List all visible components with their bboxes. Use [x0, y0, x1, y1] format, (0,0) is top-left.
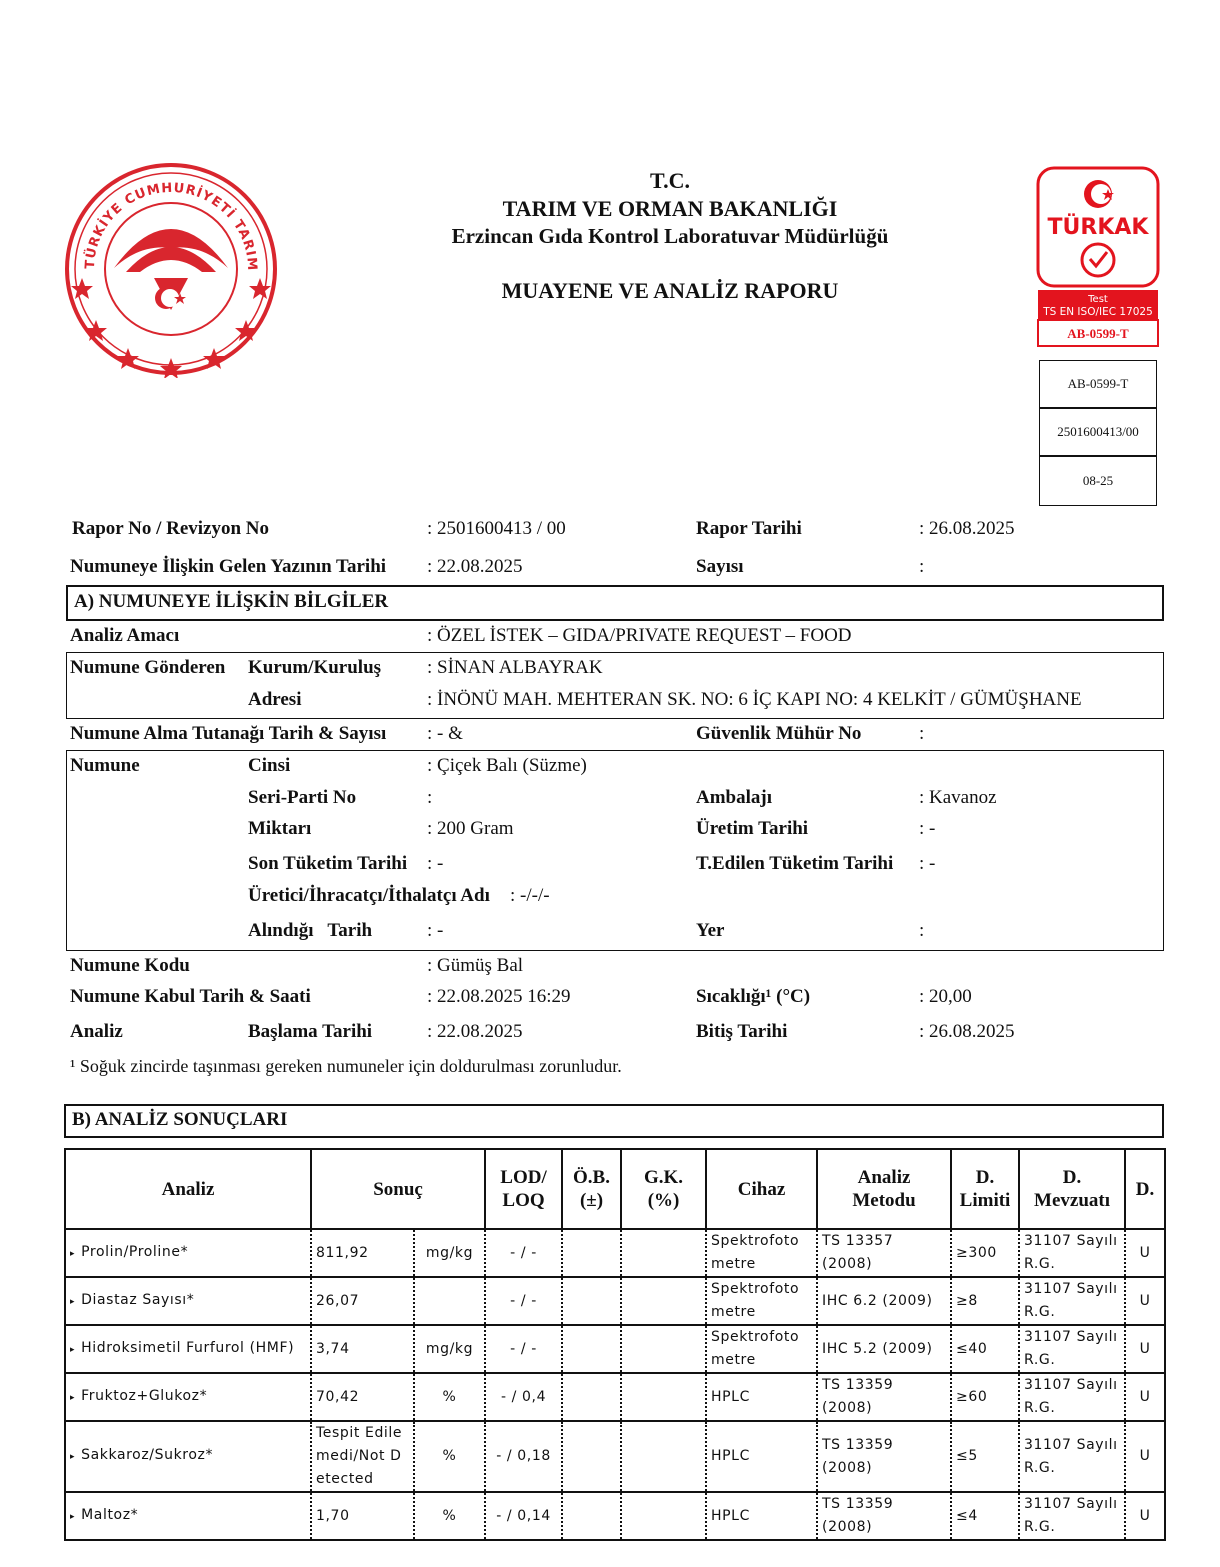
- cell-lod: [485, 1421, 562, 1492]
- col-gk: G.K. (%): [621, 1149, 706, 1229]
- cell-analiz-text: Prolin/Proline*: [81, 1243, 189, 1260]
- cell-mevzuat: [1019, 1325, 1125, 1373]
- cell-cihaz-text: HPLC: [711, 1507, 750, 1524]
- cell-d-text: U: [1139, 1448, 1151, 1464]
- ministry-seal-logo: [62, 160, 280, 378]
- cell-mevzuat: [1019, 1421, 1125, 1492]
- turkak-accreditation-logo: [1036, 166, 1160, 348]
- cell-gk: [621, 1277, 706, 1325]
- bullet-icon: ▸: [70, 1344, 76, 1355]
- cell-limit: [951, 1421, 1019, 1492]
- result-row: [65, 1325, 1165, 1373]
- svg-text:TÜRKİYE CUMHURİYETİ TARIM VE O: TÜRKİYE CUMHURİYETİ TARIM: [82, 180, 260, 272]
- analiz-amaci-value: : ÖZEL İSTEK – GIDA/PRIVATE REQUEST – FOOD: [427, 625, 852, 646]
- cell-cihaz: [706, 1325, 817, 1373]
- kurum-value: : SİNAN ALBAYRAK: [427, 657, 603, 678]
- cell-cihaz: [706, 1492, 817, 1540]
- cell-ob: [562, 1229, 621, 1277]
- cell-d: [1125, 1325, 1165, 1373]
- bullet-icon: ▸: [70, 1296, 76, 1307]
- cell-gk: [621, 1229, 706, 1277]
- bullet-icon: ▸: [70, 1392, 76, 1403]
- cell-ob: [562, 1492, 621, 1540]
- rapor-no-label: Rapor No / Revizyon No: [72, 518, 270, 539]
- cell-d: [1125, 1492, 1165, 1540]
- cell-lod-text: - / -: [510, 1292, 537, 1309]
- cell-sonuc-text: 811,92: [316, 1244, 369, 1261]
- cell-lod-text: - / -: [510, 1340, 537, 1357]
- cell-cihaz-text: Spektrofoto metre: [711, 1329, 800, 1368]
- cell-metod: [817, 1373, 951, 1421]
- cell-metod-text: IHC 5.2 (2009): [822, 1340, 933, 1357]
- cell-analiz: [65, 1492, 311, 1540]
- cell-birim-text: mg/kg: [425, 1244, 474, 1261]
- numune-label: Numune: [70, 755, 140, 776]
- cell-limit: [951, 1325, 1019, 1373]
- cell-mevzuat-text: 31107 Sayılı R.G.: [1024, 1377, 1118, 1416]
- sicaklik-label: Sıcaklığı¹ (°C): [696, 986, 811, 1007]
- cell-cihaz-text: HPLC: [711, 1448, 750, 1464]
- cell-sonuc: [311, 1421, 414, 1492]
- result-row: [65, 1421, 1165, 1492]
- cell-d-text: U: [1139, 1292, 1151, 1309]
- cell-metod-text: IHC 6.2 (2009): [822, 1292, 933, 1309]
- skt-label: Son Tüketim Tarihi: [248, 853, 408, 874]
- rapor-tarihi-value: : 26.08.2025: [919, 518, 1015, 539]
- cell-mevzuat: [1019, 1277, 1125, 1325]
- col-sonuc: Sonuç: [311, 1149, 485, 1229]
- cell-sonuc: [311, 1277, 414, 1325]
- header-tc: T.C.: [650, 168, 690, 193]
- cell-birim: [414, 1277, 485, 1325]
- cell-sonuc: [311, 1373, 414, 1421]
- cell-metod-text: TS 13359 (2008): [822, 1377, 894, 1416]
- sayisi-value: :: [919, 556, 925, 577]
- col-cihaz: Cihaz: [706, 1149, 817, 1229]
- cell-analiz-text: Maltoz*: [81, 1506, 139, 1523]
- yer-value: :: [919, 920, 925, 941]
- cell-gk: [621, 1421, 706, 1492]
- rapor-no-value: : 2501600413 / 00: [427, 518, 566, 539]
- cell-metod-text: TS 13359 (2008): [822, 1496, 894, 1535]
- cell-analiz-text: Sakkaroz/Sukroz*: [81, 1447, 214, 1463]
- cell-lod-text: - / -: [510, 1244, 537, 1261]
- cell-d: [1125, 1421, 1165, 1492]
- cell-lod-text: - / 0,18: [496, 1448, 551, 1464]
- cell-metod: [817, 1492, 951, 1540]
- cell-limit-text: ≥8: [956, 1292, 978, 1309]
- tett-value: : -: [919, 853, 936, 874]
- analiz-label: Analiz: [70, 1021, 123, 1042]
- ambalaj-label: Ambalajı: [696, 787, 772, 808]
- miktar-label: Miktarı: [248, 818, 312, 839]
- result-row: [65, 1373, 1165, 1421]
- cell-sonuc-text: 1,70: [316, 1507, 350, 1524]
- cell-d-text: U: [1139, 1244, 1151, 1261]
- kodu-label: Numune Kodu: [70, 955, 190, 976]
- result-row: [65, 1229, 1165, 1277]
- bullet-icon: ▸: [70, 1511, 76, 1522]
- cell-lod-text: - / 0,4: [500, 1388, 547, 1405]
- kodu-value: : Gümüş Bal: [427, 955, 524, 976]
- cell-limit-text: ≥300: [956, 1244, 997, 1261]
- tutanak-value: : - &: [427, 723, 463, 744]
- cell-limit-text: ≥60: [956, 1388, 988, 1405]
- col-limit: D. Limiti: [951, 1149, 1019, 1229]
- cell-d: [1125, 1373, 1165, 1421]
- cell-gk: [621, 1373, 706, 1421]
- adres-label: Adresi: [248, 689, 302, 710]
- cell-lod: [485, 1492, 562, 1540]
- baslama-value: : 22.08.2025: [427, 1021, 523, 1042]
- cell-birim-text: %: [442, 1448, 457, 1464]
- yazi-tarihi-label: Numuneye İlişkin Gelen Yazının Tarihi: [70, 556, 387, 577]
- col-d: D.: [1125, 1149, 1165, 1229]
- cell-d-text: U: [1139, 1388, 1151, 1405]
- uretim-value: : -: [919, 818, 936, 839]
- cell-birim-text: %: [442, 1507, 457, 1524]
- svg-text:Test: Test: [1088, 294, 1108, 305]
- sicaklik-value: : 20,00: [919, 986, 972, 1007]
- cell-lod: [485, 1373, 562, 1421]
- footnote: ¹ Soğuk zincirde taşınması gereken numuneler için doldurulması zorunludur.: [70, 1056, 622, 1076]
- report-code-box: 2501600413/00: [1039, 408, 1157, 456]
- sayisi-label: Sayısı: [696, 556, 744, 577]
- cell-limit: [951, 1492, 1019, 1540]
- bullet-icon: ▸: [70, 1452, 76, 1462]
- cell-lod: [485, 1229, 562, 1277]
- cell-metod: [817, 1421, 951, 1492]
- bitis-value: : 26.08.2025: [919, 1021, 1015, 1042]
- cell-sonuc-text: 70,42: [316, 1388, 360, 1405]
- col-mevzuat: D. Mevzuatı: [1019, 1149, 1125, 1229]
- cell-limit-text: ≤5: [956, 1448, 978, 1464]
- cell-limit: [951, 1373, 1019, 1421]
- muhur-label: Güvenlik Mühür No: [696, 723, 862, 744]
- cell-lod-text: - / 0,14: [496, 1507, 551, 1524]
- kurum-label: Kurum/Kuruluş: [248, 657, 382, 678]
- cell-limit: [951, 1277, 1019, 1325]
- cell-metod-text: TS 13357 (2008): [822, 1233, 894, 1272]
- header-ministry: TARIM VE ORMAN BAKANLIĞI: [502, 196, 838, 221]
- adres-value: : İNÖNÜ MAH. MEHTERAN SK. NO: 6 İÇ KAPI NO: 4 KELKİT / GÜMÜŞHANE: [427, 689, 1082, 710]
- cell-d: [1125, 1229, 1165, 1277]
- svg-text:TS EN ISO/IEC 17025: TS EN ISO/IEC 17025: [1043, 306, 1153, 318]
- cell-mevzuat-text: 31107 Sayılı R.G.: [1024, 1233, 1118, 1272]
- rapor-tarihi-label: Rapor Tarihi: [696, 518, 802, 539]
- cell-ob: [562, 1421, 621, 1492]
- alindigi-label: Alındığı Tarih: [248, 920, 373, 941]
- cell-sonuc-text: 26,07: [316, 1292, 360, 1309]
- cell-sonuc-text: Tespit Edilemedi/Not Detected: [316, 1425, 403, 1487]
- cell-cihaz: [706, 1421, 817, 1492]
- cell-sonuc-text: 3,74: [316, 1340, 350, 1357]
- cell-lod: [485, 1325, 562, 1373]
- cell-cihaz: [706, 1229, 817, 1277]
- cell-mevzuat-text: 31107 Sayılı R.G.: [1024, 1329, 1118, 1368]
- cell-ob: [562, 1277, 621, 1325]
- cell-metod: [817, 1325, 951, 1373]
- muhur-value: :: [919, 723, 925, 744]
- cell-analiz-text: Diastaz Sayısı*: [81, 1291, 195, 1308]
- cell-mevzuat-text: 31107 Sayılı R.G.: [1024, 1281, 1118, 1320]
- accreditation-code-box: AB-0599-T: [1039, 360, 1157, 408]
- cell-sonuc: [311, 1325, 414, 1373]
- cell-sonuc: [311, 1492, 414, 1540]
- header-lab-name: Erzincan Gıda Kontrol Laboratuvar Müdürlüğü: [451, 224, 889, 248]
- svg-text:TÜRKAK: TÜRKAK: [1047, 215, 1149, 240]
- seri-label: Seri-Parti No: [248, 787, 357, 808]
- cell-lod: [485, 1277, 562, 1325]
- col-metod: Analiz Metodu: [817, 1149, 951, 1229]
- svg-text:AB-0599-T: AB-0599-T: [1067, 326, 1129, 341]
- section-a-title: A) NUMUNEYE İLİŞKİN BİLGİLER: [66, 585, 1164, 621]
- cell-cihaz-text: HPLC: [711, 1388, 750, 1405]
- cell-ob: [562, 1373, 621, 1421]
- date-code-box: 08-25: [1039, 456, 1157, 506]
- cell-sonuc: [311, 1229, 414, 1277]
- cell-d: [1125, 1277, 1165, 1325]
- cell-birim: [414, 1229, 485, 1277]
- cinsi-label: Cinsi: [248, 755, 291, 776]
- cell-cihaz-text: Spektrofoto metre: [711, 1281, 800, 1320]
- cell-birim: [414, 1325, 485, 1373]
- kabul-value: : 22.08.2025 16:29: [427, 986, 571, 1007]
- cell-d-text: U: [1139, 1340, 1151, 1357]
- result-row: [65, 1492, 1165, 1540]
- cell-birim-text: %: [442, 1388, 457, 1405]
- cell-metod: [817, 1277, 951, 1325]
- cell-ob: [562, 1325, 621, 1373]
- yer-label: Yer: [696, 920, 725, 941]
- col-lod: LOD/ LOQ: [485, 1149, 562, 1229]
- kabul-label: Numune Kabul Tarih & Saati: [70, 986, 311, 1007]
- alindigi-value: : -: [427, 920, 444, 941]
- analiz-amaci-label: Analiz Amacı: [70, 625, 180, 646]
- cell-mevzuat: [1019, 1229, 1125, 1277]
- cell-mevzuat: [1019, 1373, 1125, 1421]
- skt-value: : -: [427, 853, 444, 874]
- report-title: MUAYENE VE ANALİZ RAPORU: [501, 278, 839, 303]
- results-table: [64, 1148, 1166, 1541]
- cell-metod: [817, 1229, 951, 1277]
- cell-analiz-text: Fruktoz+Glukoz*: [81, 1387, 208, 1404]
- uretici-value: : -/-/-: [510, 885, 550, 906]
- uretici-label: Üretici/İhracatçı/İthalatçı Adı: [248, 885, 490, 906]
- cell-d-text: U: [1139, 1507, 1151, 1524]
- ambalaj-value: : Kavanoz: [919, 787, 997, 808]
- cell-cihaz: [706, 1277, 817, 1325]
- cell-birim-text: mg/kg: [425, 1340, 474, 1357]
- yazi-tarihi-value: : 22.08.2025: [427, 556, 523, 577]
- cell-analiz: [65, 1229, 311, 1277]
- results-header-row: [65, 1149, 1165, 1229]
- cell-gk: [621, 1325, 706, 1373]
- cell-limit: [951, 1229, 1019, 1277]
- cell-analiz-text: Hidroksimetil Furfurol (HMF): [81, 1339, 295, 1356]
- cell-analiz: [65, 1325, 311, 1373]
- cell-birim: [414, 1373, 485, 1421]
- cell-limit-text: ≤4: [956, 1507, 978, 1524]
- cell-limit-text: ≤40: [956, 1340, 988, 1357]
- result-row: [65, 1277, 1165, 1325]
- cell-analiz: [65, 1277, 311, 1325]
- cell-birim: [414, 1421, 485, 1492]
- cell-metod-text: TS 13359 (2008): [822, 1436, 894, 1476]
- cell-analiz: [65, 1373, 311, 1421]
- col-analiz: Analiz: [65, 1149, 311, 1229]
- cell-gk: [621, 1492, 706, 1540]
- cell-analiz: [65, 1421, 311, 1492]
- cell-birim: [414, 1492, 485, 1540]
- seri-value: :: [427, 787, 433, 808]
- cell-cihaz: [706, 1373, 817, 1421]
- tett-label: T.Edilen Tüketim Tarihi: [696, 853, 894, 874]
- cell-mevzuat: [1019, 1492, 1125, 1540]
- tutanak-label: Numune Alma Tutanağı Tarih & Sayısı: [70, 723, 387, 744]
- gonderen-label: Numune Gönderen: [70, 657, 226, 678]
- cinsi-value: : Çiçek Balı (Süzme): [427, 755, 587, 776]
- sample-box: [66, 750, 1164, 951]
- baslama-label: Başlama Tarihi: [248, 1021, 373, 1042]
- section-b-title: B) ANALİZ SONUÇLARI: [64, 1104, 1164, 1138]
- uretim-label: Üretim Tarihi: [696, 818, 809, 839]
- bitis-label: Bitiş Tarihi: [696, 1021, 788, 1042]
- miktar-value: : 200 Gram: [427, 818, 514, 839]
- cell-cihaz-text: Spektrofoto metre: [711, 1233, 800, 1272]
- cell-mevzuat-text: 31107 Sayılı R.G.: [1024, 1496, 1118, 1535]
- bullet-icon: ▸: [70, 1248, 76, 1259]
- cell-mevzuat-text: 31107 Sayılı R.G.: [1024, 1436, 1118, 1476]
- col-ob: Ö.B. (±): [562, 1149, 621, 1229]
